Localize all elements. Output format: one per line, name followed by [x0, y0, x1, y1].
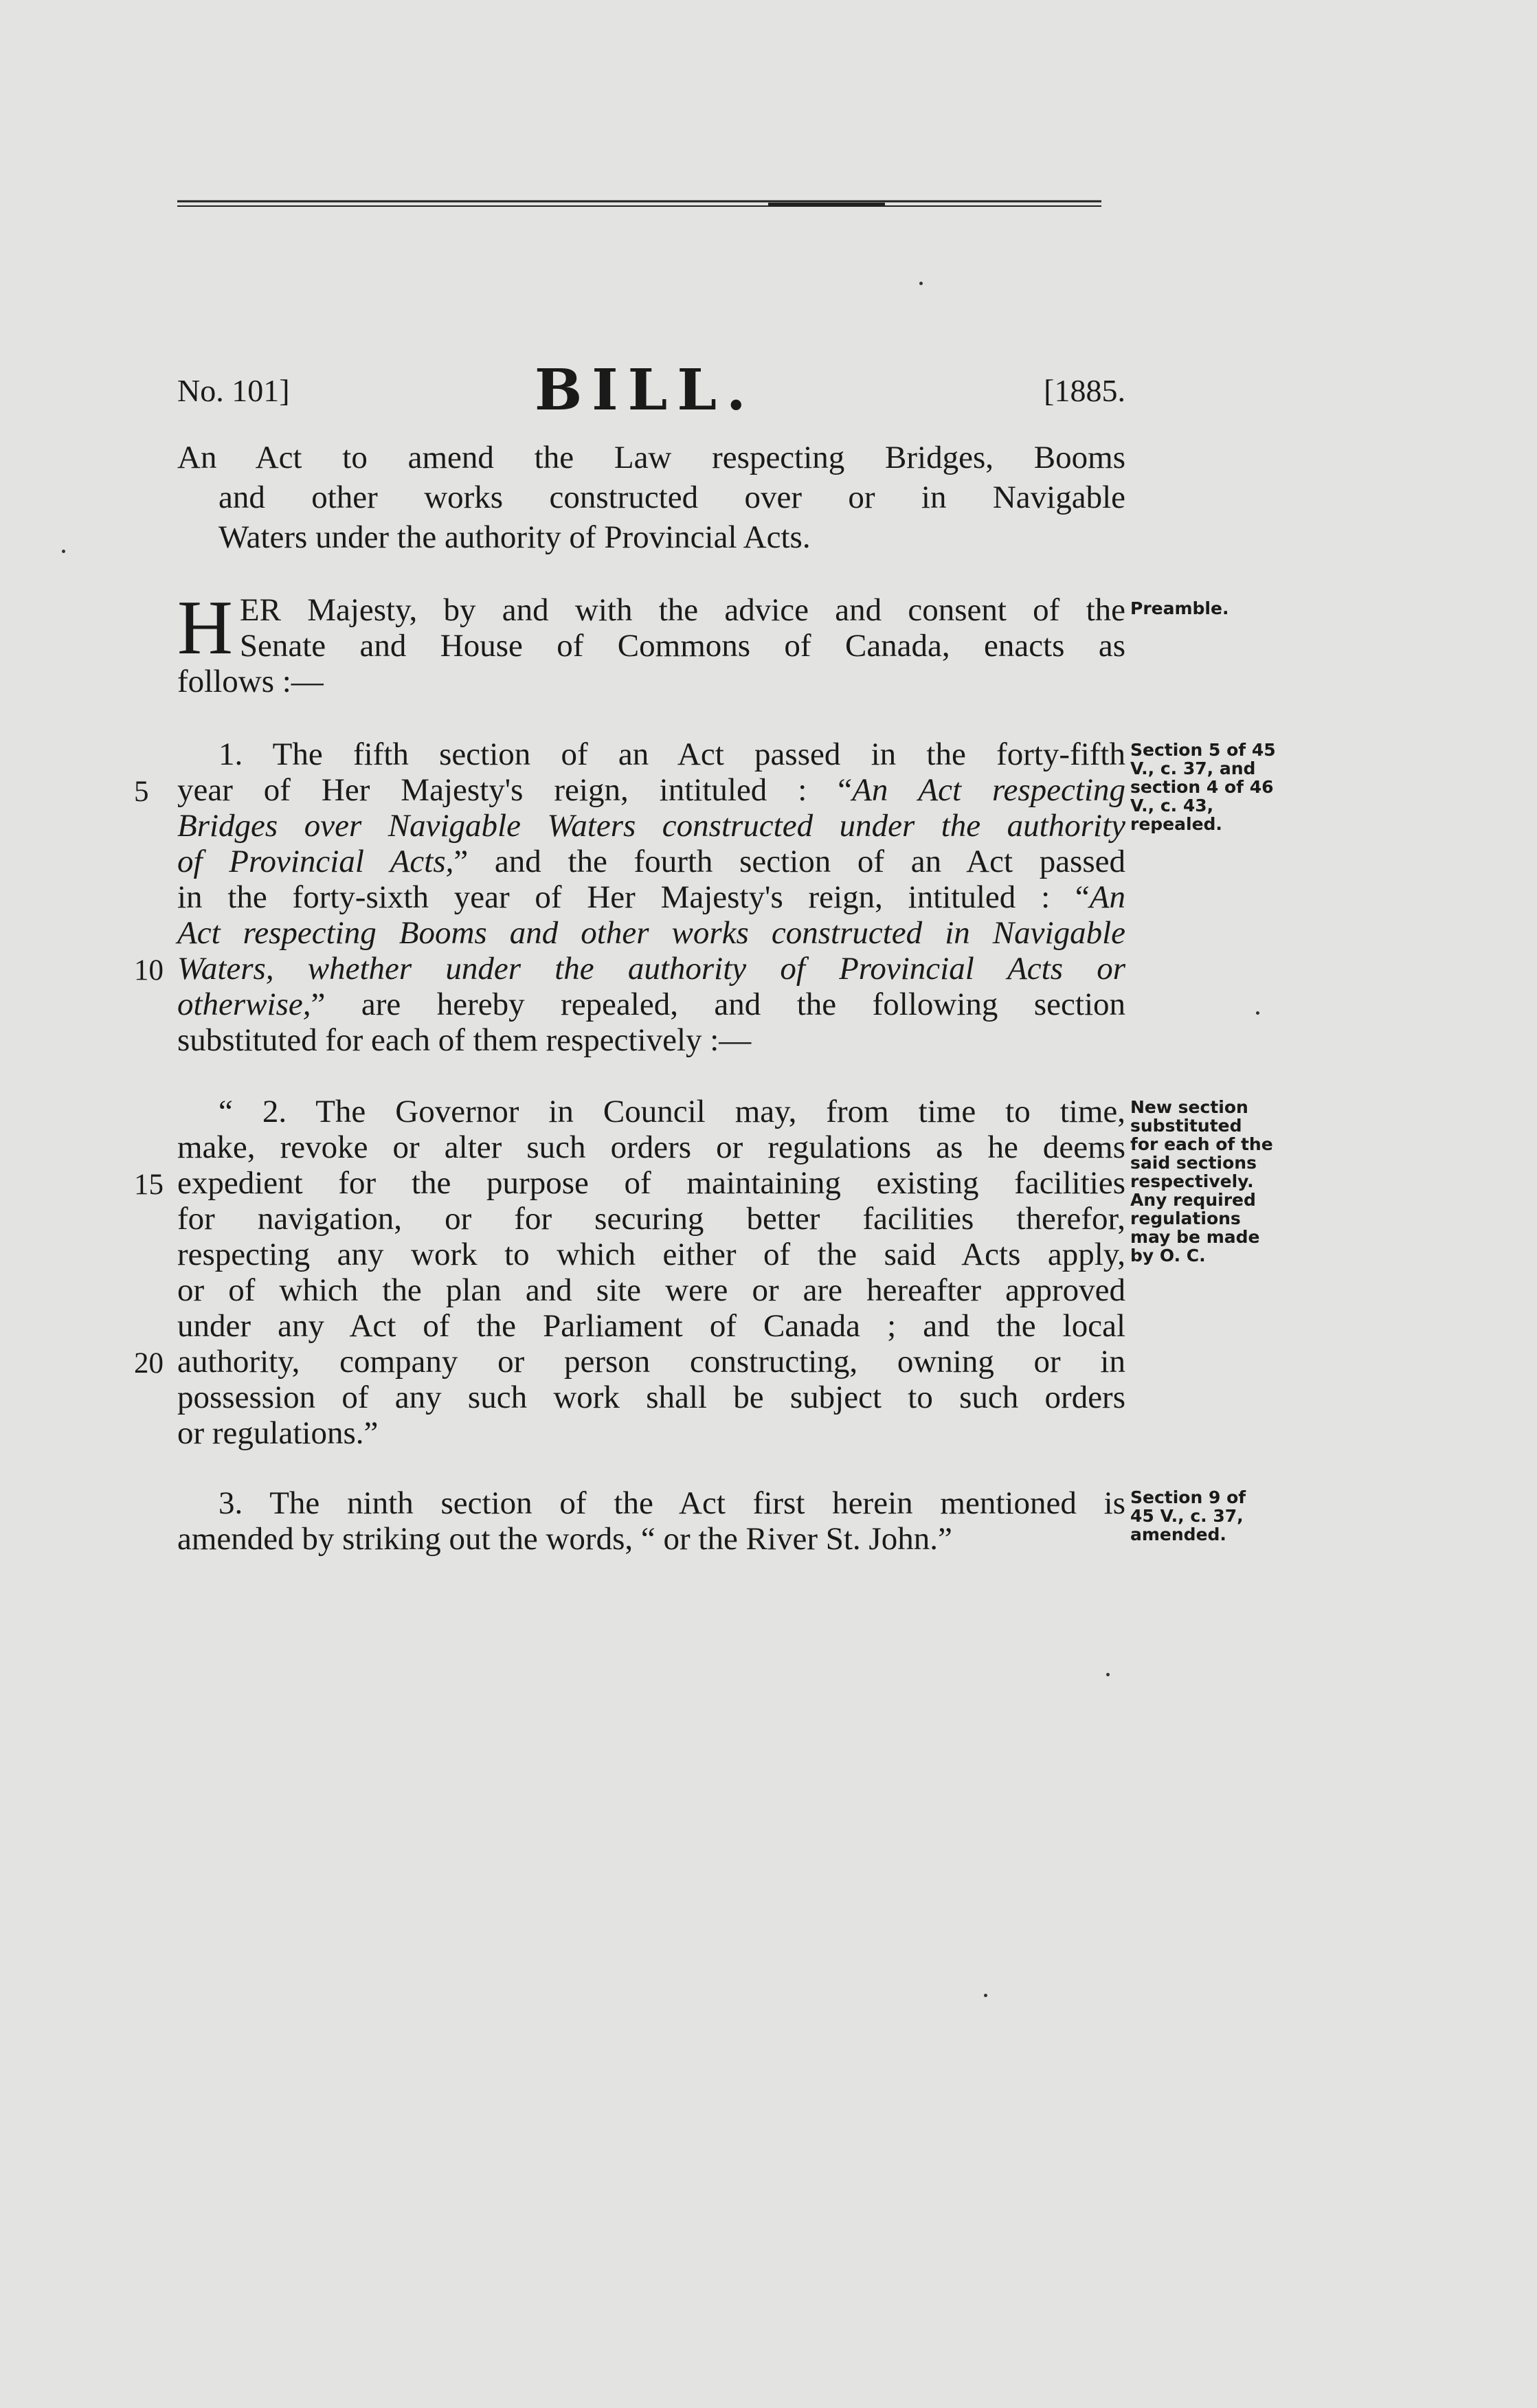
bill-header: [177, 357, 1125, 433]
preamble-line: ER Majesty, by and with the advice and consent of the: [239, 592, 1125, 628]
bill-number: No. 101]: [177, 373, 290, 408]
preamble-line: Senate and House of Commons of Canada, enacts as: [239, 628, 1125, 664]
header-rule: [177, 199, 1101, 210]
paper-speck: [62, 550, 65, 553]
line-number-10: 10: [134, 954, 164, 987]
section-2-line: “ 2. The Governor in Council may, from time to time,: [218, 1094, 1125, 1129]
margin-note-section-2: New section substituted for each of the said sections respectively. Any required regulations may be made by O. C.: [1130, 1097, 1273, 1265]
line-number-5: 5: [134, 776, 149, 808]
section-2-line: possession of any such work shall be subject to such orders: [177, 1380, 1125, 1415]
section-1-line: Waters, whether under the authority of Provincial Acts or: [177, 951, 1125, 987]
margin-note-section-1: Section 5 of 45 V., c. 37, and section 4 of 46 V., c. 43, repealed.: [1130, 740, 1276, 834]
section-3-line: 3. The ninth section of the Act first herein mentioned is: [218, 1485, 1125, 1521]
paper-speck: [1106, 1673, 1110, 1676]
section-2-line: or regulations.”: [177, 1415, 379, 1451]
section-3: [177, 1485, 1125, 1557]
preamble-line: follows :—: [177, 664, 324, 699]
paper-speck: [1256, 1011, 1259, 1015]
paper-speck: [919, 282, 923, 285]
bill-title: BILL.: [535, 357, 756, 423]
section-2-line: authority, company or person constructing, owning or in: [177, 1344, 1125, 1380]
section-1-line: substituted for each of them respectively :—: [177, 1022, 752, 1058]
section-2-line: under any Act of the Parliament of Canada ; and the local: [177, 1308, 1125, 1344]
long-title: [177, 440, 1125, 555]
margin-note-preamble: Preamble.: [1130, 598, 1229, 618]
section-2-line: expedient for the purpose of maintaining existing facilities: [177, 1165, 1125, 1201]
bill-year: [1885.: [1044, 373, 1125, 408]
section-2-line: make, revoke or alter such orders or regulations as he deems: [177, 1129, 1125, 1165]
line-number-15: 15: [134, 1169, 164, 1201]
section-2-line: respecting any work to which either of the said Acts apply,: [177, 1237, 1125, 1272]
section-1-line: Act respecting Booms and other works constructed in Navigable: [177, 915, 1125, 951]
long-title-line: and other works constructed over or in Navigable: [218, 480, 1125, 515]
section-2-line: for navigation, or for securing better facilities therefor,: [177, 1201, 1125, 1237]
preamble: [177, 585, 1125, 699]
paper-speck: [984, 1994, 987, 1997]
line-number-20: 20: [134, 1347, 164, 1380]
section-1-line: in the forty-sixth year of Her Majesty's reign, intituled : “An: [177, 879, 1125, 915]
section-1: [177, 736, 1125, 1058]
section-1-line: of Provincial Acts,” and the fourth section of an Act passed: [177, 844, 1126, 879]
section-1-line: Bridges over Navigable Waters constructed under the authority: [177, 808, 1125, 844]
long-title-line: Waters under the authority of Provincial Acts.: [218, 519, 811, 555]
section-1-line: 1. The fifth section of an Act passed in the forty-fifth: [218, 736, 1125, 772]
dropcap-letter: H: [177, 585, 233, 671]
long-title-line: An Act to amend the Law respecting Bridges, Booms: [177, 440, 1125, 475]
section-2-line: or of which the plan and site were or are hereafter approved: [177, 1272, 1125, 1308]
section-1-line: year of Her Majesty's reign, intituled : “An Act respecting: [177, 772, 1126, 808]
section-2: [177, 1094, 1125, 1451]
margin-note-section-3: Section 9 of 45 V., c. 37, amended.: [1130, 1487, 1246, 1544]
section-3-line: amended by striking out the words, “ or the River St. John.”: [177, 1521, 952, 1557]
section-1-line: otherwise,” are hereby repealed, and the following section: [177, 987, 1125, 1022]
